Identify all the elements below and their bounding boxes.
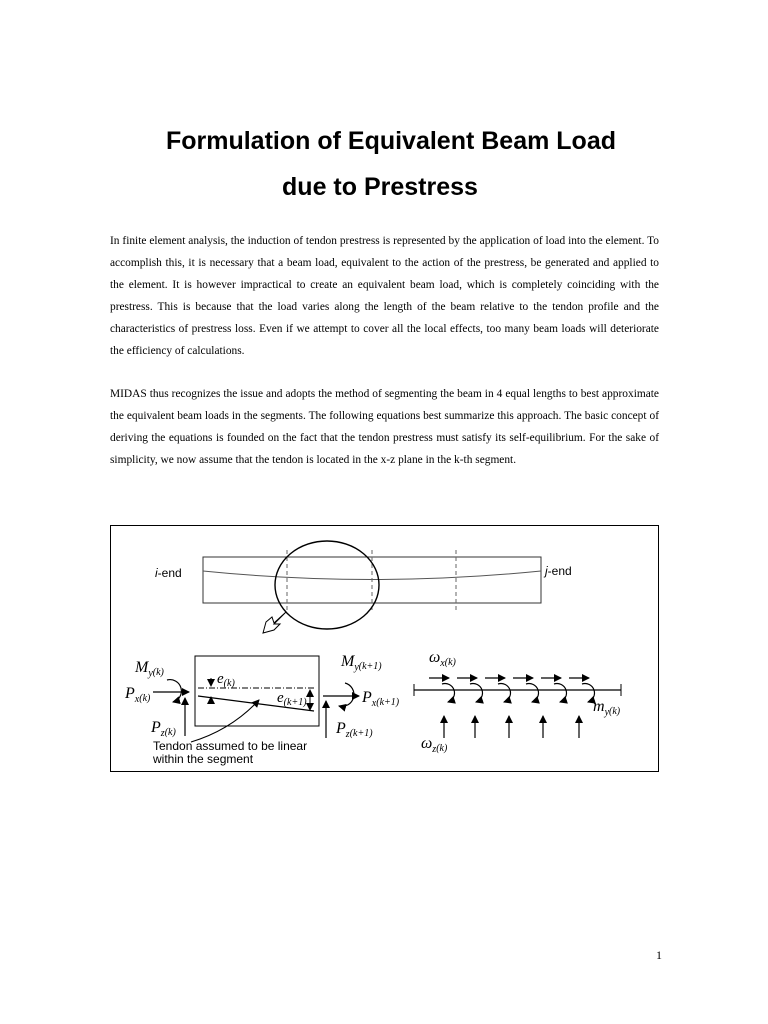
- zoom-arrow-icon: [263, 612, 286, 633]
- label-pz-k1: $P_z(k+1)$: [336, 720, 373, 740]
- prestress-beam-figure: [110, 525, 659, 772]
- j-end-label: j-end: [545, 564, 572, 578]
- label-e-k: $e_{(k)}$: [217, 671, 235, 689]
- page-number: 1: [656, 948, 662, 962]
- document-title-line-1: Formulation of Equivalent Beam Load: [165, 127, 617, 155]
- document-title-line-2: due to Prestress: [282, 173, 478, 201]
- paragraph-midas-method: MIDAS thus recognizes the issue and adopts the method of segmenting the beam in 4 equal lengths to best approximate the equivalent beam loads in the segments. The following equations best summarize this approach. The basic concept of deriving the equations is founded on the fact that the tendon prestress must satisfy its self-equilibrium. For the sake of simplicity, we now assume that the tendon is located in the x-z plane in the k-th segment.: [110, 388, 659, 466]
- label-omega-z: $\omega_z(k)$: [421, 735, 448, 755]
- paragraph-intro: In finite element analysis, the induction of tendon prestress is represented by the application of load into the element. To accomplish this, it is necessary that a beam load, equivalent to the action of the prestress, be generated and applied to the element. It is however impractical to create an equivalent beam load, which is completely coinciding with the prestress. This is because that the load varies along the length of the beam relative to the tendon profile and the characteristics of prestress loss. Even if we attempt to cover all the local effects, too many beam loads will deteriorate the efficiency of calculations.: [110, 235, 659, 357]
- label-my-k1: $M_y(k+1)$: [341, 653, 382, 673]
- label-e-k1: $e_{(k+1)}$: [277, 690, 307, 708]
- tendon-note: Tendon assumed to be linear within the segment: [153, 739, 308, 766]
- label-px-k1: $P_x(k+1)$: [362, 689, 400, 709]
- moment-my-k1-arrow: [339, 683, 354, 706]
- zoom-ellipse: [275, 541, 379, 629]
- label-omega-x: $\omega_x(k)$: [429, 649, 456, 669]
- tendon-note-leader: [191, 700, 259, 742]
- label-my-k: $M_y(k)$: [135, 659, 164, 679]
- figure-drawing: [111, 526, 658, 771]
- i-end-label: i-end: [155, 566, 182, 580]
- segment-box: [195, 656, 319, 726]
- label-m-y: $m_y(k)$: [593, 698, 621, 718]
- label-pz-k: $P_z(k)$: [151, 719, 176, 739]
- label-px-k: $P_x(k)$: [125, 685, 151, 705]
- moment-my-k-arrow: [167, 680, 181, 702]
